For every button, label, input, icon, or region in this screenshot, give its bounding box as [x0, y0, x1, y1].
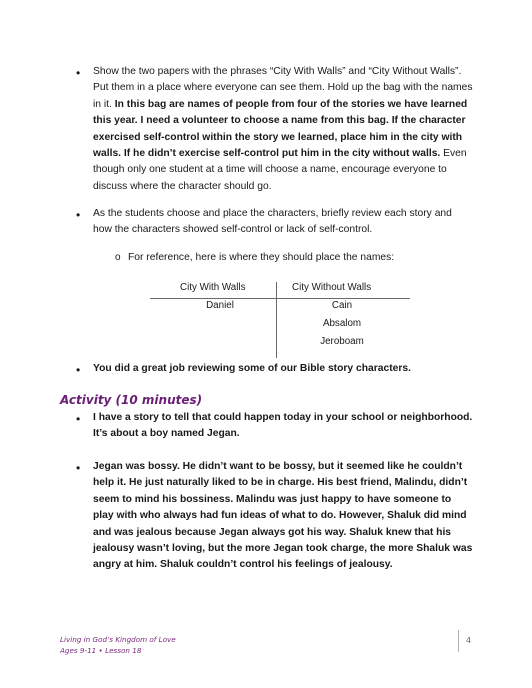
footer-subtitle	[60, 645, 176, 656]
paragraph-praise: You did a great job reviewing some of our Bible story characters.	[93, 363, 411, 374]
bullet-marker: •	[76, 66, 81, 80]
paragraph-review: As the students choose and place the characters, briefly review each story and how the characters showed self-control or lack of self-control.	[93, 208, 452, 236]
footer-divider	[458, 630, 459, 652]
bullet-marker: •	[76, 363, 81, 377]
table-header-with-walls: City With Walls	[180, 282, 246, 293]
bullet-marker: •	[76, 412, 81, 426]
bullet-marker: •	[76, 461, 81, 475]
paragraph-story: Jegan was bossy. He didn’t want to be bossy, but it seemed like he couldn’t help it. He just naturally liked to be in charge. His best friend, Malindu, didn’t seem to mind his bossiness. Malindu was just happy to have someone to play with who always had fun ideas of what to do. However, Shaluk did mind and was jealous because Jegan always got his way. Shaluk knew that his jealousy wasn’t loving, but the more Jegan took charge, the more Shaluk was angry at him. Shaluk couldn’t control his feelings of jealousy.	[93, 461, 473, 571]
paragraph-instructions-intro: Show the two papers with the phrases “City With Walls” and “City Without Walls”. Put them in a place where everyone can see them. Hold up the bag with the names in it.	[93, 66, 473, 110]
footer-separator-dot: •	[98, 646, 103, 655]
page-number: 4	[466, 636, 472, 645]
bullet-marker: •	[76, 208, 81, 222]
footer-ages: Ages 9-11	[60, 646, 97, 655]
footer-lesson: Lesson 18	[105, 646, 142, 655]
table-divider-vertical	[276, 282, 277, 358]
footer-title: Living in God’s Kingdom of Love	[60, 635, 176, 644]
paragraph-instructions-note: Even though only one student at a time will choose a name, encourage everyone to discuss where the character should go.	[93, 148, 467, 192]
paragraph-instructions	[93, 64, 473, 195]
table-header-without-walls: City Without Walls	[292, 282, 372, 293]
activity-heading: Activity (10 minutes)	[60, 393, 203, 407]
footer	[60, 634, 176, 656]
table-cell: Jeroboam	[320, 336, 364, 347]
paragraph-instructions-script: In this bag are names of people from four of the stories we have learned this year. I need a volunteer to choose a name from this bag. If the character exercised self-control within the story we learned, place him in the city with walls. If he didn’t exercise self-control put him in the city without walls.	[93, 98, 468, 160]
paragraph-story-intro: I have a story to tell that could happen today in your school or neighborhood. It’s about a boy named Jegan.	[93, 412, 473, 440]
paragraph-reference: For reference, here is where they should place the names:	[128, 252, 395, 263]
sub-bullet-marker: o	[115, 252, 121, 263]
table-cell: Absalom	[322, 318, 362, 329]
table-cell: Cain	[331, 300, 353, 311]
table-cell: Daniel	[206, 300, 234, 311]
